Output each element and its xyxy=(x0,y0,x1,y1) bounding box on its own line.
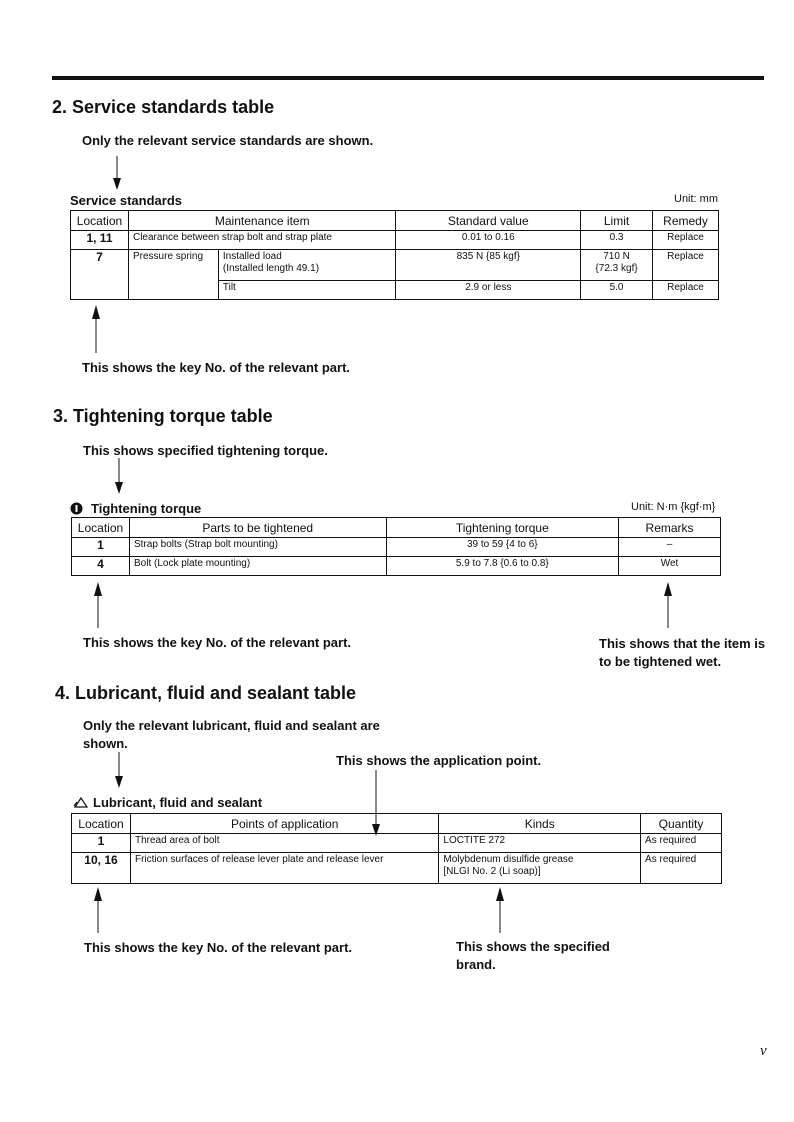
part-cell: Bolt (Lock plate mounting) xyxy=(129,557,386,576)
col-torque: Tightening torque xyxy=(386,518,619,538)
location-cell: 1, 11 xyxy=(71,231,129,250)
point-cell: Friction surfaces of release lever plate and release lever xyxy=(130,853,438,884)
table-row xyxy=(72,834,722,853)
col-location: Location xyxy=(72,814,131,834)
section-4-title: 4. Lubricant, fluid and sealant table xyxy=(55,683,357,703)
limit-line: {72.3 kgf} xyxy=(595,263,638,274)
table-row xyxy=(72,853,722,884)
item-cell: Pressure spring xyxy=(128,250,218,300)
tightening-torque-heading: Tightening torque xyxy=(91,501,202,516)
remarks-cell: Wet xyxy=(619,557,721,576)
section-3-title: 3. Tightening torque table xyxy=(53,406,273,426)
limit-cell: 0.3 xyxy=(581,231,653,250)
service-standards-heading: Service standards xyxy=(70,193,183,208)
col-limit: Limit xyxy=(581,211,653,231)
location-cell: 10, 16 xyxy=(72,853,131,884)
torque-cell: 39 to 59 {4 to 6} xyxy=(386,538,619,557)
table-row xyxy=(72,538,721,557)
down-arrow-icon xyxy=(112,458,126,496)
col-standard-value: Standard value xyxy=(396,211,581,231)
application-point-note: This shows the application point. xyxy=(336,753,542,768)
col-location: Location xyxy=(72,518,130,538)
section-3-callout-left: This shows the key No. of the relevant part. xyxy=(83,635,352,650)
standard-cell: 835 N {85 kgf} xyxy=(396,250,581,281)
table-row xyxy=(71,250,719,281)
remarks-cell: – xyxy=(619,538,721,557)
quantity-cell: As required xyxy=(641,853,722,884)
header-rule xyxy=(52,76,764,80)
remedy-cell: Replace xyxy=(653,250,719,281)
col-kinds: Kinds xyxy=(439,814,641,834)
col-points: Points of application xyxy=(130,814,438,834)
up-arrow-icon xyxy=(89,303,103,355)
kind-cell: LOCTITE 272 xyxy=(439,834,641,853)
col-quantity: Quantity xyxy=(641,814,722,834)
tightening-torque-table xyxy=(71,517,721,576)
up-arrow-icon xyxy=(91,885,105,935)
tightening-torque-unit: Unit: N·m {kgf·m} xyxy=(631,501,716,513)
location-cell: 4 xyxy=(72,557,130,576)
limit-cell xyxy=(581,250,653,281)
kind-cell xyxy=(439,853,641,884)
standard-cell: 0.01 to 0.16 xyxy=(396,231,581,250)
section-2-title: 2. Service standards table xyxy=(52,97,275,117)
location-cell: 7 xyxy=(71,250,129,300)
up-arrow-icon xyxy=(91,580,105,630)
lubricant-table xyxy=(71,813,722,884)
col-parts: Parts to be tightened xyxy=(129,518,386,538)
remedy-cell: Replace xyxy=(653,231,719,250)
col-maintenance-item: Maintenance item xyxy=(128,211,396,231)
section-4-callout-right: This shows the specified brand. xyxy=(456,939,610,972)
torque-cell: 5.9 to 7.8 {0.6 to 0.8} xyxy=(386,557,619,576)
down-arrow-icon xyxy=(112,752,126,790)
subitem-line: (Installed length 49.1) xyxy=(222,263,320,274)
up-arrow-icon xyxy=(661,580,675,630)
item-cell: Clearance between strap bolt and strap plate xyxy=(128,231,396,250)
lubricant-heading: Lubricant, fluid and sealant xyxy=(93,795,263,810)
up-arrow-icon xyxy=(493,885,507,935)
section-4-callout-left: This shows the key No. of the relevant part. xyxy=(84,940,353,955)
table-header-row xyxy=(72,518,721,538)
limit-line: 710 N xyxy=(603,251,630,262)
point-cell: Thread area of bolt xyxy=(130,834,438,853)
location-cell: 1 xyxy=(72,538,130,557)
col-remarks: Remarks xyxy=(619,518,721,538)
section-2-callout: This shows the key No. of the relevant part. xyxy=(82,360,351,375)
location-cell: 1 xyxy=(72,834,131,853)
service-standards-table xyxy=(70,210,719,300)
table-row xyxy=(72,557,721,576)
section-3-callout-right: This shows that the item is to be tightened wet. xyxy=(599,636,766,669)
down-arrow-icon xyxy=(110,156,124,192)
oil-can-icon xyxy=(73,794,89,810)
kind-line: Molybdenum disulfide grease xyxy=(443,854,574,865)
col-location: Location xyxy=(71,211,129,231)
table-row xyxy=(71,231,719,250)
quantity-cell: As required xyxy=(641,834,722,853)
part-cell: Strap bolts (Strap bolt mounting) xyxy=(129,538,386,557)
section-3-note: This shows specified tightening torque. xyxy=(83,443,328,458)
kind-line: [NLGI No. 2 (Li soap)] xyxy=(443,866,541,877)
standard-cell: 2.9 or less xyxy=(396,281,581,300)
page-number: v xyxy=(760,1043,767,1059)
service-standards-unit: Unit: mm xyxy=(674,193,718,205)
remedy-cell: Replace xyxy=(653,281,719,300)
table-header-row xyxy=(71,211,719,231)
section-2-note: Only the relevant service standards are shown. xyxy=(82,133,374,148)
col-remedy: Remedy xyxy=(653,211,719,231)
subitem-line: Installed load xyxy=(222,251,282,262)
section-4-note: Only the relevant lubricant, fluid and sealant are shown. xyxy=(83,718,380,751)
limit-cell: 5.0 xyxy=(581,281,653,300)
table-header-row xyxy=(72,814,722,834)
torque-marker-icon xyxy=(70,502,83,515)
subitem-cell xyxy=(218,250,396,281)
subitem-cell: Tilt xyxy=(218,281,396,300)
